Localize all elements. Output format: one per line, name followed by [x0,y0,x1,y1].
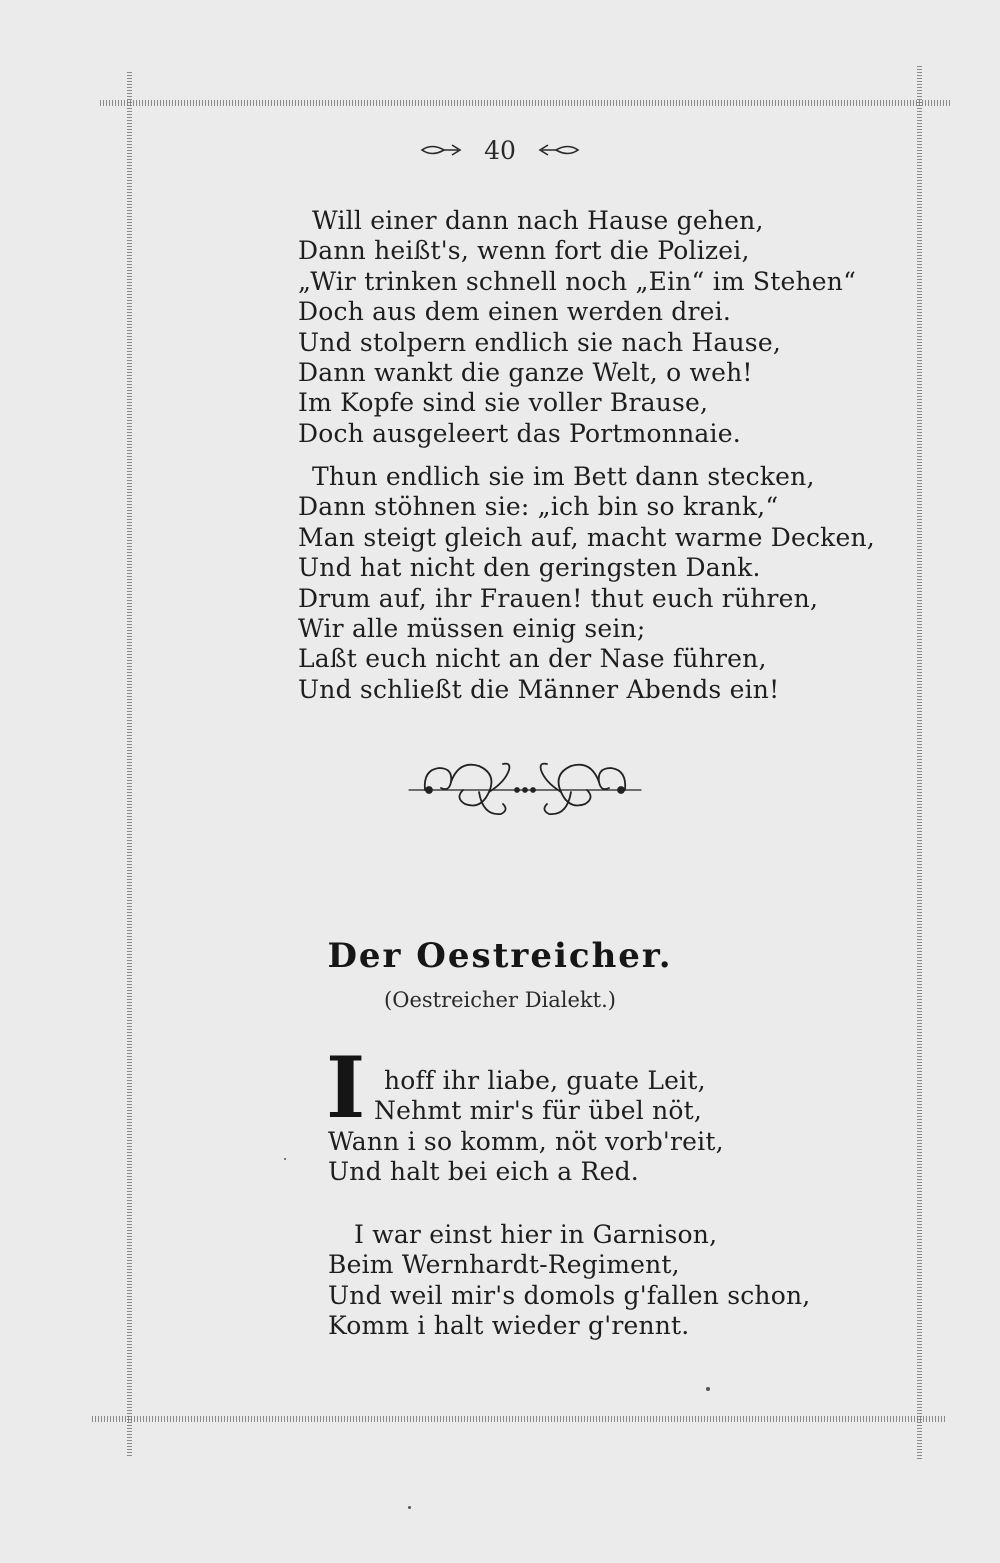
verse-line: Und hat nicht den geringsten Dank. [298,553,761,583]
verse-line: Nehmt mir's für übel nöt, [374,1096,703,1126]
verse-line: Dann stöhnen sie: „ich bin so krank,“ [298,492,779,522]
verse-line: Doch ausgeleert das Portmonnaie. [298,418,741,448]
verse-line: Dann heißt's, wenn fort die Polizei, [298,236,750,266]
verse-line: Beim Wernhardt-Regiment, [328,1250,680,1280]
right-border-rule [917,66,922,1461]
verse-line: hoff ihr liabe, guate Leit, [384,1066,706,1095]
verse-line: Will einer dann nach Hause gehen, [312,206,764,235]
verse-line: Wann i so komm, nöt vorb'reit, [328,1126,724,1156]
left-border-rule [127,72,132,1457]
top-border-rule [100,100,950,106]
print-speck [706,1387,710,1391]
left-leaf-ornament-icon [420,136,464,165]
scroll-vignette-ornament [405,752,645,832]
print-speck [408,1506,411,1509]
verse-line: Und stolpern endlich sie nach Hause, [298,327,781,357]
page-header [0,134,1000,165]
verse-line: Wir alle müssen einig sein; [298,613,646,643]
verse-line: Man steigt gleich auf, macht warme Decken, [298,522,875,552]
bottom-border-rule [92,1416,947,1422]
poem-stanza [328,1220,810,1342]
verse-line: I war einst hier in Garnison, [354,1220,718,1249]
verse-line: Und halt bei eich a Red. [328,1157,639,1187]
page-number: 40 [484,136,516,165]
verse-line: Thun endlich sie im Bett dann stecken, [312,462,815,491]
poem-stanza [328,1066,724,1188]
right-leaf-ornament-icon [536,136,580,165]
verse-line: Im Kopfe sind sie voller Brause, [298,388,709,418]
dropcap-initial: I [326,1038,366,1137]
verse-line: Doch aus dem einen werden drei. [298,297,731,327]
print-speck [284,1158,286,1160]
poem-title: Der Oestreicher. [327,936,673,976]
poem-stanza [298,462,875,705]
verse-line: Dann wankt die ganze Welt, o weh! [298,357,753,387]
verse-line: Laßt euch nicht an der Nase führen, [298,644,767,674]
poem-stanza [298,206,856,449]
poem-subtitle: (Oestreicher Dialekt.) [384,988,616,1012]
verse-line: Komm i halt wieder g'rennt. [328,1311,690,1341]
verse-line: „Wir trinken schnell noch „Ein“ im Stehen“ [298,266,857,296]
verse-line: Und schließt die Männer Abends ein! [298,674,780,704]
verse-line: Und weil mir's domols g'fallen schon, [328,1280,811,1310]
verse-line: Drum auf, ihr Frauen! thut euch rühren, [298,583,819,613]
